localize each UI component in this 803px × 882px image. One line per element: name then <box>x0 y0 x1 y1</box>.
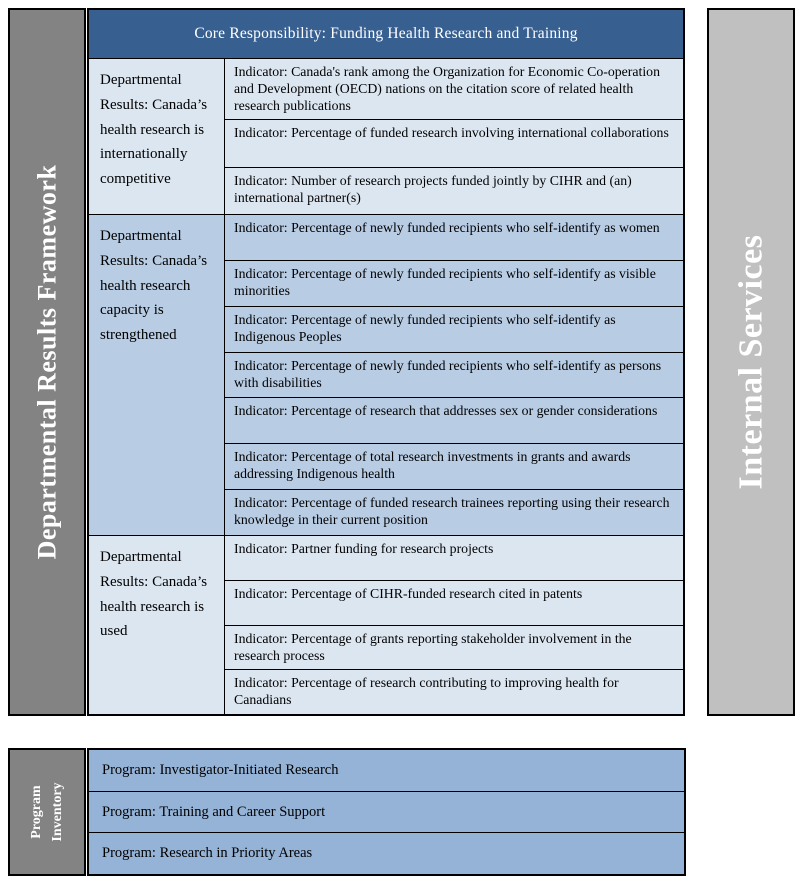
drf-sidebar-label: Departmental Results Framework <box>32 164 61 560</box>
departmental-result-cell: Departmental Results: Canada’s health research capacity is strengthened <box>89 215 225 535</box>
framework-table <box>87 8 685 716</box>
result-group-capacity <box>89 214 683 535</box>
indicator-cell: Indicator: Number of research projects funded jointly by CIHR and (an) international partner(s) <box>225 167 683 214</box>
result-group-competitive <box>89 58 683 214</box>
indicator-column <box>225 59 683 214</box>
program-row: Program: Investigator-Initiated Research <box>89 750 684 791</box>
indicator-cell: Indicator: Percentage of research that addresses sex or gender considerations <box>225 397 683 443</box>
indicator-cell: Indicator: Percentage of newly funded recipients who self-identify as Indigenous Peoples <box>225 306 683 352</box>
indicator-cell: Indicator: Percentage of newly funded recipients who self-identify as persons with disabilities <box>225 352 683 398</box>
internal-services-bar <box>707 8 795 716</box>
departmental-result-cell: Departmental Results: Canada’s health research is used <box>89 536 225 714</box>
internal-services-label: Internal Services <box>732 234 770 490</box>
program-inventory-label: Program Inventory <box>29 782 65 842</box>
indicator-column <box>225 215 683 535</box>
drf-sidebar <box>8 8 86 716</box>
indicator-cell: Indicator: Percentage of total research investments in grants and awards addressing Indigenous health <box>225 443 683 489</box>
indicator-cell: Indicator: Percentage of funded research involving international collaborations <box>225 119 683 166</box>
indicator-cell: Indicator: Percentage of research contributing to improving health for Canadians <box>225 669 683 714</box>
core-responsibility-header: Core Responsibility: Funding Health Research and Training <box>89 10 683 58</box>
indicator-cell: Indicator: Percentage of CIHR-funded research cited in patents <box>225 580 683 625</box>
indicator-cell: Indicator: Percentage of newly funded recipients who self-identify as women <box>225 215 683 260</box>
departmental-result-cell: Departmental Results: Canada’s health research is internationally competitive <box>89 59 225 214</box>
program-row: Program: Research in Priority Areas <box>89 832 684 874</box>
indicator-cell: Indicator: Percentage of newly funded recipients who self-identify as visible minorities <box>225 260 683 306</box>
indicator-column <box>225 536 683 714</box>
result-group-used <box>89 535 683 714</box>
indicator-cell: Indicator: Canada's rank among the Organization for Economic Co-operation and Development (OECD) nations on the citation score of related health research publications <box>225 59 683 119</box>
program-inventory-table <box>87 748 686 876</box>
indicator-cell: Indicator: Partner funding for research projects <box>225 536 683 580</box>
program-row: Program: Training and Career Support <box>89 791 684 833</box>
indicator-cell: Indicator: Percentage of grants reporting stakeholder involvement in the research process <box>225 625 683 670</box>
indicator-cell: Indicator: Percentage of funded research trainees reporting using their research knowledge in their current position <box>225 489 683 535</box>
program-inventory-sidebar <box>8 748 86 876</box>
